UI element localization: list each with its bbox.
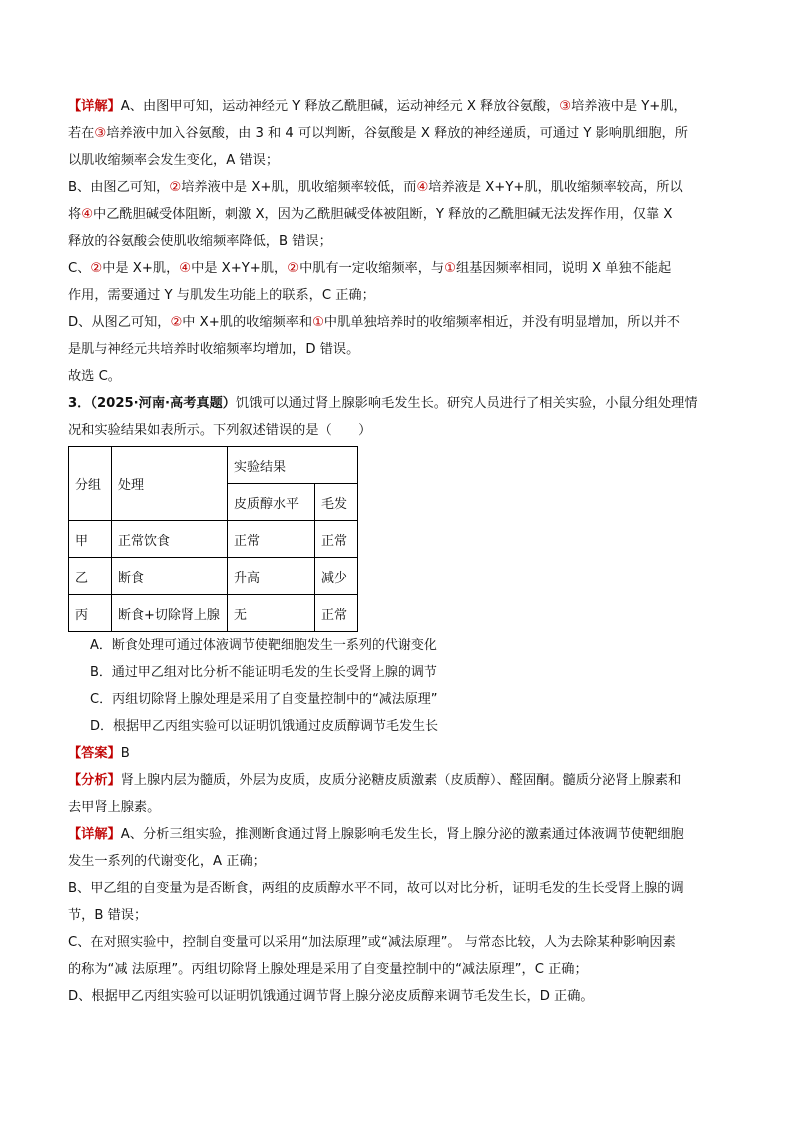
- table-row: 乙 断食 升高 减少: [69, 558, 358, 595]
- analysis-tag: 【分析】: [68, 773, 121, 788]
- answer-line: [68, 740, 732, 767]
- detail-line: D、根据甲乙丙组实验可以证明饥饿通过调节肾上腺分泌皮质醇来调节毛发生长，D 正确。: [68, 989, 594, 1004]
- analysis-line: 去甲肾上腺素。: [68, 800, 161, 815]
- detail-line: 释放的谷氨酸会使肌收缩频率降低，B 错误；: [68, 234, 332, 249]
- detail-line: 节，B 错误；: [68, 908, 148, 923]
- option-d: D．根据甲乙丙组实验可以证明饥饿通过皮质醇调节毛发生长: [90, 719, 439, 734]
- question-number: 3．: [68, 396, 91, 411]
- detail-line: 若在③培养液中加入谷氨酸，由 3 和 4 可以判断，谷氨酸是 X 释放的神经递质，可通过 Y 影响肌细胞，所: [68, 126, 688, 141]
- detail-line: B、甲乙组的自变量为是否断食，两组的皮质醇水平不同，故可以对比分析，证明毛发的生长受肾上腺的调: [68, 881, 684, 896]
- experiment-table: [68, 446, 358, 632]
- detail-line: 以肌收缩频率会发生变化，A 错误；: [68, 153, 280, 168]
- detail-line: 将④中乙酰胆碱受体阻断，刺激 X，因为乙酰胆碱受体被阻断，Y 释放的乙酰胆碱无法发挥作用，仅靠 X: [68, 207, 673, 222]
- table-row: 丙 断食+切除肾上腺 无 正常: [69, 595, 358, 632]
- answer-value: B: [120, 746, 130, 761]
- detail-tag: 【详解】: [68, 827, 121, 842]
- option-a: A．断食处理可通过体液调节使靶细胞发生一系列的代谢变化: [90, 638, 437, 653]
- detail-line: 作用，需要通过 Y 与肌发生功能上的联系，C 正确；: [68, 288, 375, 303]
- detail-section-2: [68, 821, 732, 1010]
- question-stem: 况和实验结果如表所示。下列叙述错误的是（ ）: [68, 423, 372, 438]
- option-c: C．丙组切除肾上腺处理是采用了自变量控制中的“减法原理”: [90, 692, 438, 707]
- analysis-line: 【分析】肾上腺内层为髓质，外层为皮质，皮质分泌糖皮质激素（皮质醇）、醛固酮。髓质分泌肾上腺素和: [68, 773, 682, 788]
- detail-line: 发生一系列的代谢变化，A 正确；: [68, 854, 266, 869]
- detail-line: C、在对照实验中，控制自变量可以采用“加法原理”或“减法原理”。 与常态比较，人为去除某种影响因素: [68, 935, 676, 950]
- options-list: [68, 632, 732, 740]
- detail-line: 【详解】A、分析三组实验，推测断食通过肾上腺影响毛发生长，肾上腺分泌的激素通过体液调节使靶细胞: [68, 827, 684, 842]
- question-source: （2025·河南·高考真题）: [90, 396, 236, 411]
- detail-tag: 【详解】: [68, 99, 121, 114]
- table-row: 甲 正常饮食 正常 正常: [69, 521, 358, 558]
- detail-line: 是肌与神经元共培养时收缩频率均增加，D 错误。: [68, 342, 360, 357]
- header-group: 分组: [69, 447, 112, 521]
- detail-line: C、②中是 X+肌，④中是 X+Y+肌，②中肌有一定收缩频率，与①组基因频率相同，说明 X 单独不能起: [68, 261, 672, 276]
- question-3: [68, 390, 732, 444]
- document-page: [68, 93, 732, 1010]
- header-hair: 毛发: [315, 484, 358, 521]
- option-b: B．通过甲乙组对比分析不能证明毛发的生长受肾上腺的调节: [90, 665, 437, 680]
- detail-line: 的称为“减 法原理”。丙组切除肾上腺处理是采用了自变量控制中的“减法原理”，C 正确；: [68, 962, 588, 977]
- header-treatment: 处理: [112, 447, 228, 521]
- question-stem: 3．（2025·河南·高考真题）饥饿可以通过肾上腺影响毛发生长。研究人员进行了相关实验，小鼠分组处理情: [68, 396, 698, 411]
- detail-line: D、从图乙可知，②中 X+肌的收缩频率和①中肌单独培养时的收缩频率相近，并没有明显增加，所以并不: [68, 315, 680, 330]
- header-result: 实验结果: [228, 447, 358, 484]
- detail-line: 【详解】A、由图甲可知，运动神经元 Y 释放乙酰胆碱，运动神经元 X 释放谷氨酸，③培养液中是 Y+肌，: [68, 99, 687, 114]
- header-cortisol: 皮质醇水平: [228, 484, 315, 521]
- detail-line: 故选 C。: [68, 369, 121, 384]
- answer-tag: 【答案】: [68, 746, 121, 761]
- detail-line: B、由图乙可知，②培养液中是 X+肌，肌收缩频率较低，而④培养液是 X+Y+肌，肌收缩频率较高，所以: [68, 180, 683, 195]
- detail-section-1: [68, 93, 732, 390]
